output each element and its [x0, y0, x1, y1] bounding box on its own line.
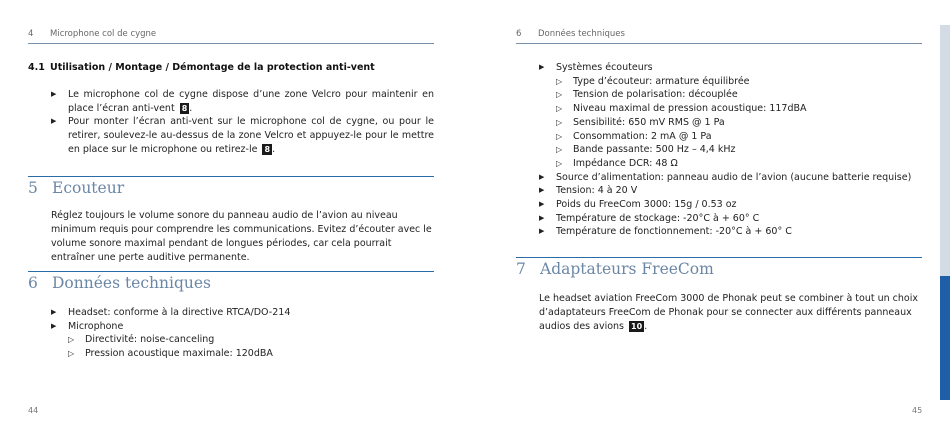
chapter-thumb-tab: [940, 276, 950, 400]
header-divider: [516, 43, 922, 44]
list-item-text: Bande passante: 500 Hz – 4,4 kHz: [573, 144, 736, 156]
bullet-arrow-icon: ▶: [539, 213, 545, 222]
list-item: [539, 116, 922, 130]
list-item-text: Type d’écouteur: armature équilibrée: [573, 75, 750, 87]
list-item: [539, 130, 922, 144]
figure-reference-badge: 8: [264, 144, 271, 154]
running-head-title: Microphone col de cygne: [50, 29, 157, 39]
earphone-warning-paragraph: Réglez toujours le volume sonore du panneau audio de l’avion au niveau minimum requis pour comprendre les communications. Evitez d’écouter avec le volume sonore maximal pendant de longues périodes, car cela pourrait entraîner une perte auditive permanente.: [51, 210, 432, 263]
bullet-arrow-icon: ▶: [539, 227, 545, 236]
list-item-text: Headset: conforme à la directive RTCA/DO-214: [68, 307, 291, 318]
section-number: 7: [516, 260, 526, 278]
adapters-text: Le headset aviation FreeCom 3000 de Phonak peut se combiner à tout un choix d’adaptateurs FreeCom de Phonak pour se connecter aux différents panneaux audios des avions: [539, 293, 918, 332]
running-head-right: [516, 29, 625, 39]
section-heading: [516, 260, 714, 278]
figure-reference-badge: 8: [181, 103, 188, 113]
subsection-number: 4.1: [28, 62, 45, 73]
list-item: [539, 212, 922, 226]
bullet-arrow-icon: ▶: [539, 172, 545, 181]
sub-bullet-arrow-icon: ▷: [556, 76, 563, 86]
sub-bullet-arrow-icon: ▷: [68, 349, 75, 359]
sub-bullet-arrow-icon: ▷: [556, 117, 563, 127]
section-title: Ecouteur: [52, 179, 125, 197]
bullet-arrow-icon: ▶: [51, 117, 57, 126]
list-item-text: Consommation: 2 mA @ 1 Pa: [573, 130, 712, 142]
list-item-text: Tension: 4 à 20 V: [556, 185, 638, 197]
list-item: [539, 88, 922, 102]
bullet-arrow-icon: ▶: [539, 186, 545, 195]
punctuation: .: [272, 143, 276, 155]
list-item-text: Pression acoustique maximale: 120dBA: [85, 348, 273, 360]
tech-data-list-continued: [539, 61, 922, 239]
list-item: [539, 61, 922, 75]
list-item-text: Poids du FreeCom 3000: 15g / 0.53 oz: [556, 199, 737, 211]
subsection-title: Utilisation / Montage / Démontage de la protection anti-vent: [50, 62, 375, 73]
section-title: Données techniques: [52, 274, 211, 292]
list-item-text: Microphone: [68, 320, 124, 332]
adapters-paragraph: [539, 292, 924, 334]
punctuation: .: [644, 321, 648, 332]
list-item: [539, 157, 922, 171]
section-divider: [516, 257, 922, 258]
sub-bullet-arrow-icon: ▷: [556, 104, 563, 114]
list-item: [539, 75, 922, 89]
figure-reference-badge: 10: [631, 322, 643, 331]
section-number: 5: [28, 179, 38, 197]
running-head-number: 4: [28, 29, 34, 39]
bullet-arrow-icon: ▶: [539, 200, 545, 209]
bullet-arrow-icon: ▶: [51, 321, 57, 330]
page-number: 44: [28, 406, 39, 415]
bullet-arrow-icon: ▶: [51, 308, 57, 316]
list-item-text: Systèmes écouteurs: [556, 62, 653, 73]
list-item-text: Le microphone col de cygne dispose d’une zone Velcro pour maintenir en place l’écran anti-vent: [68, 89, 434, 114]
list-item-text: Température de stockage: -20°C à + 60° C: [556, 212, 760, 224]
page-number: 45: [912, 406, 923, 415]
list-item-text: Tension de polarisation: découplée: [573, 89, 738, 101]
punctuation: .: [189, 102, 193, 114]
list-item: [539, 143, 922, 157]
list-item-text: Source d’alimentation: panneau audio de l’avion (aucune batterie requise): [556, 171, 912, 183]
list-item-text: Température de fonctionnement: -20°C à + 60° C: [556, 226, 792, 238]
sub-bullet-arrow-icon: ▷: [556, 131, 563, 141]
list-item: [539, 171, 922, 185]
list-item-text: Pour monter l’écran anti-vent sur le microphone col de cygne, ou pour le retirer, soulevez-le au-dessus de la zone Velcro et appuyez-le pour le mettre en place sur le microphone ou retirez-le: [68, 116, 434, 155]
list-item: [539, 198, 922, 212]
section-title: Adaptateurs FreeCom: [540, 260, 714, 278]
list-item: [539, 225, 922, 239]
list-item-text: Directivité: noise-canceling: [85, 334, 215, 346]
bullet-arrow-icon: ▶: [539, 63, 545, 71]
sub-bullet-arrow-icon: ▷: [68, 335, 75, 345]
list-item-text: Impédance DCR: 48 Ω: [573, 157, 678, 169]
sub-bullet-arrow-icon: ▷: [556, 145, 563, 155]
list-item: [539, 102, 922, 116]
section-number: 6: [28, 274, 38, 292]
sub-bullet-arrow-icon: ▷: [556, 90, 563, 100]
list-item: [539, 184, 922, 198]
running-head-number: 6: [516, 29, 522, 39]
sub-bullet-arrow-icon: ▷: [556, 158, 563, 168]
list-item-text: Sensibilité: 650 mV RMS @ 1 Pa: [573, 116, 725, 128]
running-head-title: Données techniques: [538, 29, 625, 39]
list-item-text: Niveau maximal de pression acoustique: 117dBA: [573, 103, 807, 115]
bullet-arrow-icon: ▶: [51, 90, 57, 98]
